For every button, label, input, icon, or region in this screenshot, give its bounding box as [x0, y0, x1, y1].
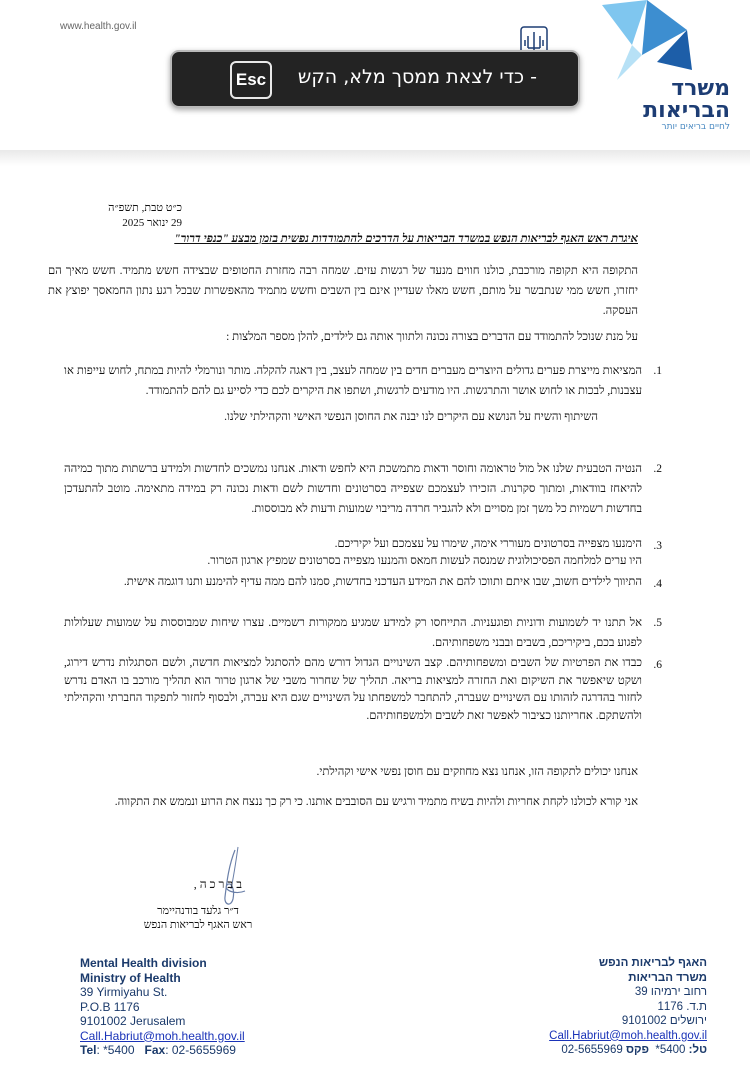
banner-dash: -	[530, 66, 537, 88]
item-number: 6.	[653, 659, 662, 671]
footer-email-link-en[interactable]: Call.Habriut@moh.health.gov.il	[80, 1028, 245, 1043]
footer-email-link-he[interactable]: Call.Habriut@moh.health.gov.il	[549, 1029, 707, 1042]
item-number: 2.	[653, 463, 662, 475]
closing-paragraph-1: אנחנו יכולים לתקופה הזו, אנחנו נצא מחוזקים עם חוסן נפשי אישי וקהילתי.	[316, 766, 638, 778]
item-text: הימנעו מצפייה בסרטונים מעוררי אימה, שימרו על עצמכם ועל יקיריכם.	[334, 538, 642, 550]
fullscreen-exit-banner	[170, 50, 580, 108]
fax-value: : 02-5655969	[165, 1043, 236, 1057]
fullscreen-exit-message	[282, 66, 537, 88]
item-text: אל תתנו יד לשמועות ודוניות ופוגעניות. התייחסו רק למידע שמגיע ממקורות רשמיים. עצרו שיחות שמבוססות על שמועות שעלולות לפגוע בכם, ביקיריכם, בשבים ובבני משפחותיהם.	[64, 617, 642, 649]
logo-line2: הבריאות	[643, 98, 730, 123]
footer-ministry-en: Ministry of Health	[80, 970, 181, 985]
item-extra: היו ערים למלחמה הפסיכולוגית שמנסה לעשות חמאס והמנעו מצפייה בסרטונים שמפיץ ארגון הטרור.	[207, 555, 642, 567]
logo-tagline: לחיים בריאים יותר	[661, 122, 730, 132]
item-number: 3.	[653, 540, 662, 552]
tel-value: 5400*	[655, 1044, 686, 1056]
item-number: 4.	[653, 578, 662, 590]
esc-key-button[interactable]: Esc	[230, 61, 272, 99]
tel-value: : *5400	[96, 1043, 135, 1057]
website-url: www.health.gov.il	[60, 21, 137, 32]
footer-division-he: האגף לבריאות הנפש	[598, 957, 707, 969]
fax-value: 02-5655969	[561, 1044, 623, 1056]
footer-city-he: ירושלים 9101002	[621, 1015, 707, 1027]
item-extra: השיתוף והשיח על הנושא עם היקרים לנו יבנה את החוסן הנפשי האישי והקהילתי שלנו.	[224, 411, 598, 423]
closing-paragraph-2: אני קורא לכולנו לקחת אחריות ולהיות בשיח מתמיד ורגיש עם הסובבים אותנו. כי רק כך ננצח את הרוע ונממש את התקווה.	[114, 796, 638, 808]
recommendation-item	[64, 574, 662, 591]
footer-division-en: Mental Health division	[80, 956, 207, 970]
fax-label: Fax	[144, 1043, 166, 1057]
footer-ministry-he: משרד הבריאות	[628, 971, 707, 984]
letter-subject: איגרת ראש האגף לבריאות הנפש במשרד הבריאות על הדרכים להתמודדות נפשית בזמן מבצע "כנפי דרור"	[174, 233, 638, 245]
logo-line1: משרד	[671, 76, 730, 101]
footer-pob-he: ת.ד. 1176	[657, 1000, 707, 1013]
footer-phone-en	[80, 1043, 245, 1058]
blessing: בברכה,	[193, 877, 245, 891]
ministry-logo-text	[643, 78, 730, 132]
footer-hebrew	[549, 956, 707, 1058]
signer-name: ד״ר גלעד בודנהיימר	[157, 905, 239, 917]
item-text: התיווך לילדים חשוב, שבו איתם ותווכו להם את המידע העדכני בחדשות, סמנו להם ממה עדיף להימנע ותנו דוגמה אישית.	[123, 576, 642, 588]
recommendation-item	[64, 536, 662, 570]
footer-phone-he	[549, 1043, 707, 1058]
letter-date	[0, 201, 182, 231]
item-number: 1.	[653, 365, 662, 377]
recommendation-item	[64, 655, 662, 725]
footer-city-en: 9101002 Jerusalem	[80, 1014, 186, 1028]
intro-paragraph: התקופה היא תקופה מורכבת, כולנו חווים מנעד של רגשות עזים. שמחה רבה מחזרת החטופים שבצידה חשש מתמיד. חשש מאיך הם יחזרו, חשש ממי שנתבשר על מותם, חשש מאלו שעדיין אינם בין השבים וחשש מתמיד מהאפשרות שבכל רגע נתון החמאסך יפוצץ את העסקה.	[48, 265, 638, 317]
date-hebrew: כ״ט טבת, תשפ״ה	[108, 202, 182, 214]
item-text: כבדו את הפרטיות של השבים ומשפחותיהם. קצב השינויים הגדול דורש מהם להסתגל למציאות חדשה, ולשם הסתגלות נדרש דירוג, ושקט שיאפשר את השיקום ואת החזרה למציאות בריאה. תהליך של שחרור משבי של ארגון טרור הוא תהליך מורכב בו האדם נדרש לחזור בהדרגה לזהותו עם השינויים שעברה, להתחבר למשפחתו על השינויים שגם היא עברה, ולבסוף לחזור לתפקוד החברתי והקהילתי ולהשתקם. אחריותנו כציבור לאפשר זאת לשבים ולמשפחותיהם.	[64, 657, 642, 722]
fax-label: פקס	[625, 1044, 649, 1056]
recommendation-item	[64, 459, 662, 519]
recommendations-intro: על מנת שנוכל להתמודד עם הדברים בצורה נכונה ולתווך אותה גם לילדים, להלן מספר המלצות :	[226, 331, 638, 343]
signer-title: ראש האגף לבריאות הנפש	[143, 919, 253, 931]
date-gregorian: 29 ינואר 2025	[122, 217, 182, 229]
tel-label: Tel	[80, 1043, 97, 1057]
footer-street-en: 39 Yirmiyahu St.	[80, 985, 168, 999]
footer-pob-en: P.O.B 1176	[80, 999, 140, 1014]
tel-label: טל:	[688, 1044, 707, 1056]
signer-block	[118, 904, 278, 932]
recommendation-item	[64, 361, 662, 427]
footer-street-he: רחוב ירמיהו 39	[634, 986, 707, 998]
item-text: המציאות מייצרת פערים גדולים היוצרים מעברים חדים בין שמחה לעצב, בין דאגה להקלה. מותר ונורמלי להיות במתח, לחוש עייפות או עצבנות, לבכות או לחוש אושר והתרגשות. היו מודעים לרגשות, ושתפו את היקרים לכם כדי לסייע גם להם להתמודד.	[64, 365, 642, 397]
header-divider	[0, 150, 750, 166]
item-text: הנטיה הטבעית שלנו אל מול טראומה וחוסר ודאות מתמשכת היא לחפש ודאות. אנחנו נמשכים לחדשות ולמידע ברשתות מתוך כמיהה להיאחז בוודאות, ומתוך סקרנות. הזכירו לעצמכם שצפייה בסרטונים וחדשות לשם ודאות נכונה רק במידה מתאימה. מוטב להתעדכן בחדשות רשמיות כל משך זמן מסויים ולא להגביר חרדה מריבוי שמועות ודעות לא מבוססות.	[64, 463, 642, 515]
item-number: 5.	[653, 617, 662, 629]
banner-text: כדי לצאת ממסך מלא, הקש	[297, 66, 525, 88]
footer-english	[80, 956, 245, 1058]
recommendation-item	[64, 613, 662, 653]
